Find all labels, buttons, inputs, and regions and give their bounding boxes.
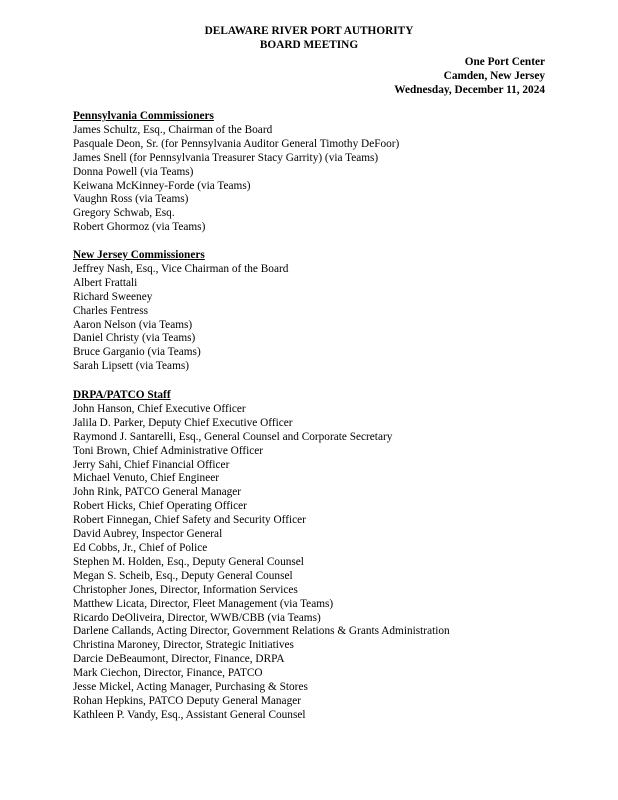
staff-line: Jerry Sahi, Chief Financial Officer bbox=[73, 458, 230, 471]
staff-line: Ed Cobbs, Jr., Chief of Police bbox=[73, 541, 208, 554]
staff-line: John Hanson, Chief Executive Officer bbox=[73, 402, 246, 415]
staff-line: Kathleen P. Vandy, Esq., Assistant General Counsel bbox=[73, 708, 306, 721]
attendee-line: Bruce Garganio (via Teams) bbox=[73, 346, 201, 359]
staff-line: Michael Venuto, Chief Engineer bbox=[73, 472, 219, 485]
attendee-line: Daniel Christy (via Teams) bbox=[73, 332, 196, 345]
staff-line: John Rink, PATCO General Manager bbox=[73, 486, 242, 499]
attendee-line: Jeffrey Nash, Esq., Vice Chairman of the Board bbox=[73, 262, 289, 275]
attendee-line: Sarah Lipsett (via Teams) bbox=[73, 360, 190, 373]
attendee-line: Charles Fentress bbox=[73, 304, 148, 317]
staff-section bbox=[73, 389, 450, 723]
staff-line: Jalila D. Parker, Deputy Chief Executive Officer bbox=[73, 416, 293, 429]
location-building: One Port Center bbox=[464, 56, 545, 68]
staff-line: Jesse Mickel, Acting Manager, Purchasing & Stores bbox=[73, 681, 308, 694]
attendee-line: Albert Frattali bbox=[73, 276, 138, 289]
staff-line: Rohan Hepkins, PATCO Deputy General Manager bbox=[73, 694, 301, 707]
attendee-line: Aaron Nelson (via Teams) bbox=[73, 318, 193, 331]
attendee-line: Donna Powell (via Teams) bbox=[73, 165, 194, 178]
organization-title: DELAWARE RIVER PORT AUTHORITY bbox=[204, 25, 414, 37]
section-heading: DRPA/PATCO Staff bbox=[73, 389, 171, 401]
staff-line: Raymond J. Santarelli, Esq., General Counsel and Corporate Secretary bbox=[73, 430, 393, 443]
staff-line: Toni Brown, Chief Administrative Officer bbox=[73, 444, 264, 457]
attendee-line: Richard Sweeney bbox=[73, 290, 153, 303]
staff-line: Mark Ciechon, Director, Finance, PATCO bbox=[73, 667, 263, 680]
staff-line: David Aubrey, Inspector General bbox=[73, 528, 223, 541]
staff-line: Megan S. Scheib, Esq., Deputy General Counsel bbox=[73, 569, 293, 582]
staff-line: Christina Maroney, Director, Strategic Initiatives bbox=[73, 639, 294, 652]
attendee-line: James Schultz, Esq., Chairman of the Board bbox=[73, 123, 273, 136]
staff-line: Ricardo DeOliveira, Director, WWB/CBB (via Teams) bbox=[73, 611, 321, 624]
attendee-line: Vaughn Ross (via Teams) bbox=[73, 193, 189, 206]
staff-line: Robert Finnegan, Chief Safety and Security Officer bbox=[73, 514, 306, 527]
staff-line: Darlene Callands, Acting Director, Government Relations & Grants Administration bbox=[73, 625, 450, 638]
attendee-line: James Snell (for Pennsylvania Treasurer Stacy Garrity) (via Teams) bbox=[73, 151, 379, 164]
location-city: Camden, New Jersey bbox=[443, 70, 545, 82]
meeting-date: Wednesday, December 11, 2024 bbox=[394, 84, 545, 96]
attendee-line: Keiwana McKinney-Forde (via Teams) bbox=[73, 179, 251, 192]
staff-line: Darcie DeBeaumont, Director, Finance, DRPA bbox=[73, 653, 285, 666]
pennsylvania-commissioners-section bbox=[73, 110, 399, 235]
meeting-details bbox=[394, 55, 545, 97]
staff-line: Stephen M. Holden, Esq., Deputy General Counsel bbox=[73, 555, 304, 568]
new-jersey-commissioners-section bbox=[73, 249, 288, 374]
section-heading: New Jersey Commissioners bbox=[73, 249, 205, 261]
attendee-line: Robert Ghormoz (via Teams) bbox=[73, 221, 206, 234]
staff-line: Christopher Jones, Director, Information Services bbox=[73, 583, 298, 596]
attendee-line: Gregory Schwab, Esq. bbox=[73, 207, 175, 220]
meeting-title: BOARD MEETING bbox=[259, 39, 359, 51]
staff-line: Matthew Licata, Director, Fleet Management (via Teams) bbox=[73, 597, 334, 610]
attendee-line: Pasquale Deon, Sr. (for Pennsylvania Auditor General Timothy DeFoor) bbox=[73, 137, 400, 150]
section-heading: Pennsylvania Commissioners bbox=[73, 110, 214, 122]
staff-line: Robert Hicks, Chief Operating Officer bbox=[73, 500, 247, 513]
